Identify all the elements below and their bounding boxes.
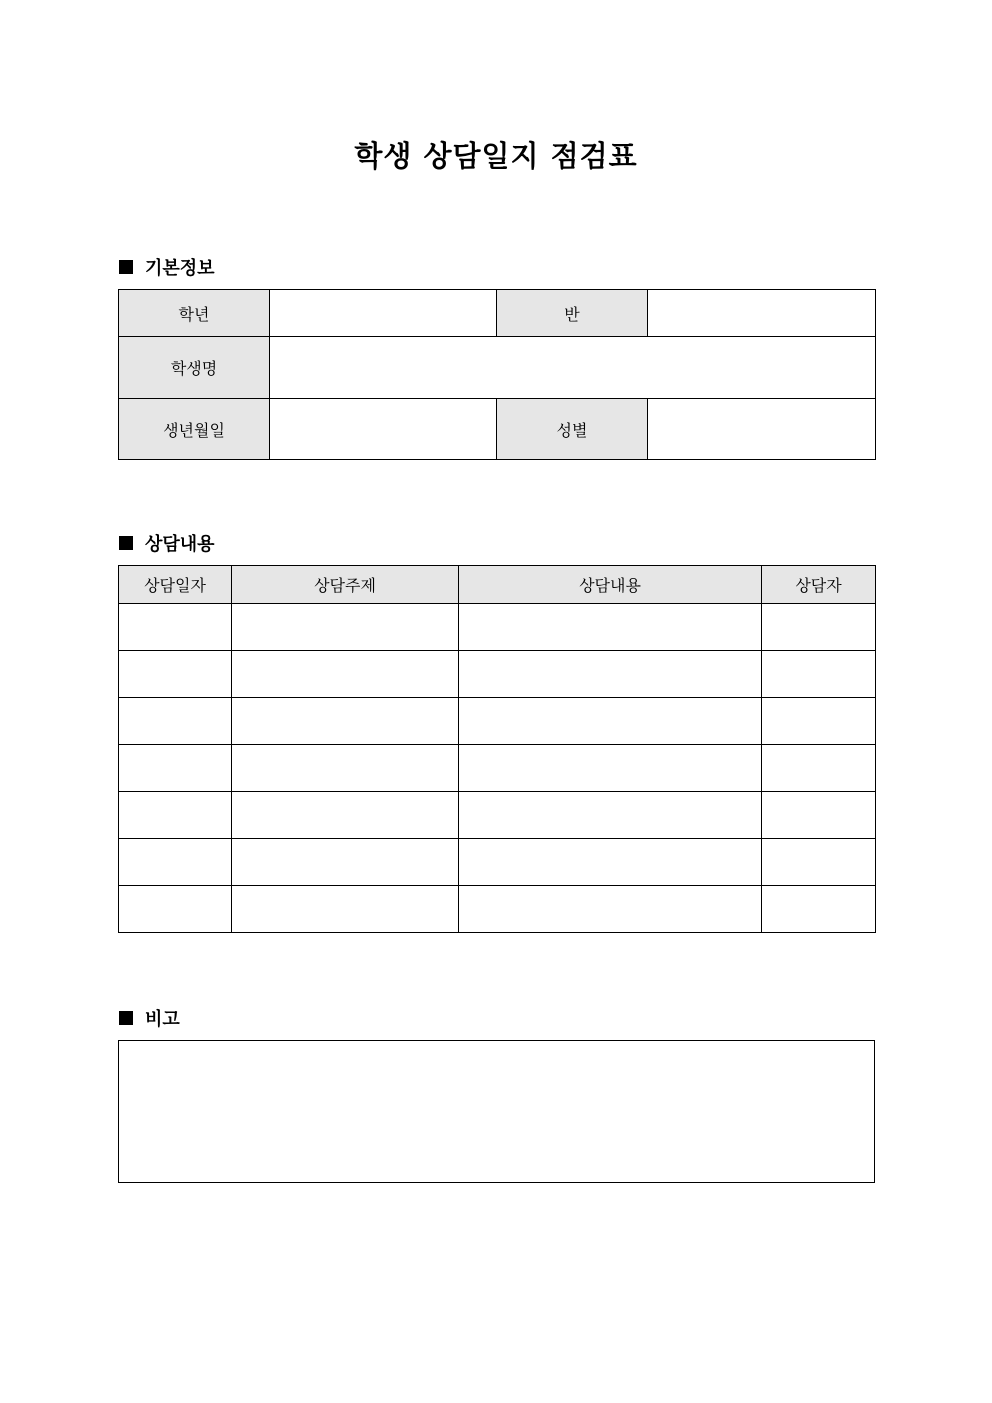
square-bullet-icon <box>119 536 133 550</box>
class-field[interactable] <box>648 290 876 337</box>
birthdate-label: 생년월일 <box>119 399 270 460</box>
date-cell[interactable] <box>119 839 232 886</box>
section-counsel-label: 상담내용 <box>145 534 215 555</box>
date-cell[interactable] <box>119 651 232 698</box>
header-content: 상담내용 <box>459 566 762 604</box>
date-cell[interactable] <box>119 886 232 933</box>
topic-cell[interactable] <box>232 698 459 745</box>
counselor-cell[interactable] <box>762 745 876 792</box>
date-cell[interactable] <box>119 698 232 745</box>
topic-cell[interactable] <box>232 839 459 886</box>
header-counselor: 상담자 <box>762 566 876 604</box>
square-bullet-icon <box>119 1011 133 1025</box>
content-cell[interactable] <box>459 698 762 745</box>
birthdate-field[interactable] <box>270 399 497 460</box>
content-cell[interactable] <box>459 651 762 698</box>
content-cell[interactable] <box>459 792 762 839</box>
section-remarks-label: 비고 <box>145 1009 180 1030</box>
header-topic: 상담주제 <box>232 566 459 604</box>
grade-field[interactable] <box>270 290 497 337</box>
table-row <box>119 886 876 933</box>
gender-label: 성별 <box>497 399 648 460</box>
table-row <box>119 792 876 839</box>
date-cell[interactable] <box>119 792 232 839</box>
table-row <box>119 651 876 698</box>
counselor-cell[interactable] <box>762 651 876 698</box>
section-basic-heading <box>119 254 215 280</box>
topic-cell[interactable] <box>232 604 459 651</box>
section-remarks-heading <box>119 1005 180 1031</box>
date-cell[interactable] <box>119 604 232 651</box>
square-bullet-icon <box>119 260 133 274</box>
counsel-table <box>118 565 876 933</box>
class-label: 반 <box>497 290 648 337</box>
table-row <box>119 698 876 745</box>
counselor-cell[interactable] <box>762 604 876 651</box>
table-row <box>119 745 876 792</box>
topic-cell[interactable] <box>232 651 459 698</box>
header-date: 상담일자 <box>119 566 232 604</box>
content-cell[interactable] <box>459 745 762 792</box>
content-cell[interactable] <box>459 886 762 933</box>
grade-label: 학년 <box>119 290 270 337</box>
page-title: 학생 상담일지 점검표 <box>354 139 638 173</box>
remarks-box[interactable] <box>118 1040 875 1183</box>
student-name-field[interactable] <box>270 337 876 399</box>
student-name-label: 학생명 <box>119 337 270 399</box>
basic-info-table <box>118 289 876 460</box>
topic-cell[interactable] <box>232 745 459 792</box>
counselor-cell[interactable] <box>762 792 876 839</box>
counselor-cell[interactable] <box>762 886 876 933</box>
section-counsel-heading <box>119 530 215 556</box>
topic-cell[interactable] <box>232 886 459 933</box>
counselor-cell[interactable] <box>762 839 876 886</box>
section-basic-label: 기본정보 <box>145 258 215 279</box>
table-row <box>119 604 876 651</box>
date-cell[interactable] <box>119 745 232 792</box>
gender-field[interactable] <box>648 399 876 460</box>
content-cell[interactable] <box>459 604 762 651</box>
content-cell[interactable] <box>459 839 762 886</box>
topic-cell[interactable] <box>232 792 459 839</box>
table-row <box>119 839 876 886</box>
counselor-cell[interactable] <box>762 698 876 745</box>
